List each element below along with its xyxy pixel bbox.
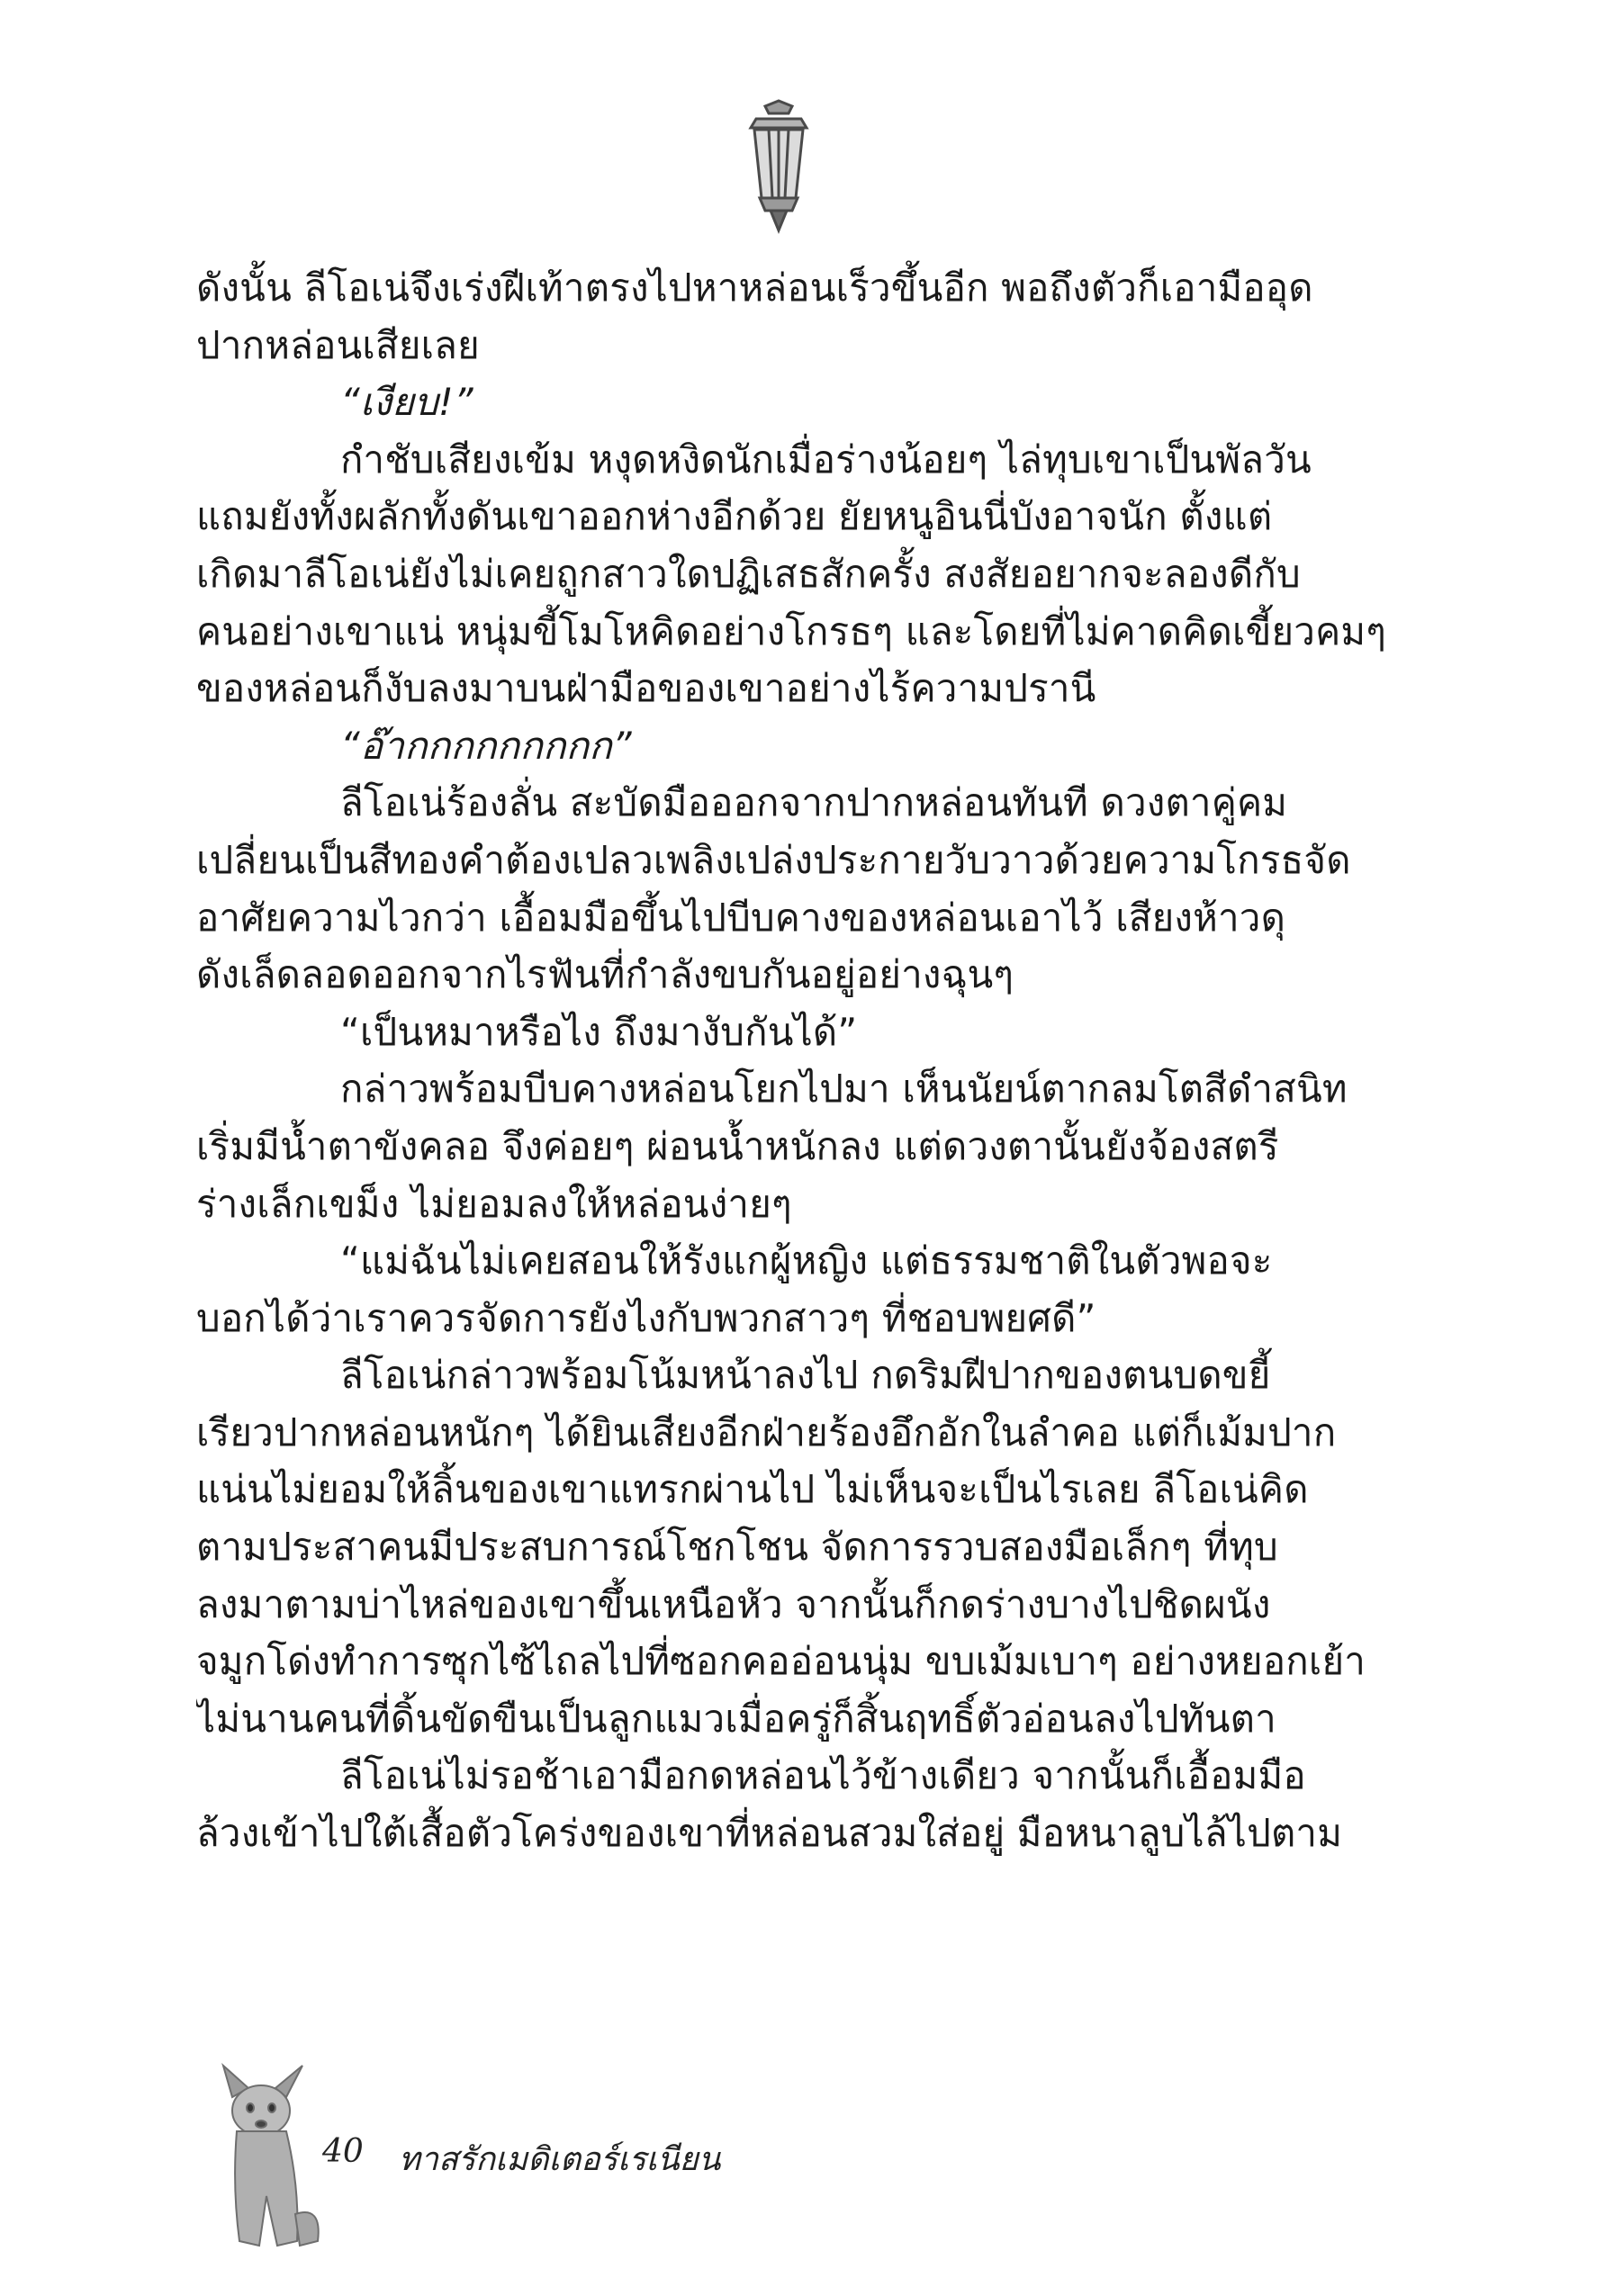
dialogue-line: “อ๊ากกกกกกกกก”	[340, 723, 632, 768]
text-line: ลีโอเน่กล่าวพร้อมโน้มหน้าลงไป กดริมฝีปากของตนบดขยี้	[340, 1353, 1271, 1398]
text-line: เรียวปากหล่อนหนักๆ ได้ยินเสียงอีกฝ่ายร้องอึกอักในลำคอ แต่ก็เม้มปาก	[196, 1409, 1337, 1454]
text-line: ลีโอเน่ไม่รอช้าเอามือกดหล่อนไว้ข้างเดียว จากนั้นก็เอื้อมมือ	[340, 1753, 1306, 1798]
text-line: ดังนั้น ลีโอเน่จึงเร่งฝีเท้าตรงไปหาหล่อนเร็วขึ้นอีก พอถึงตัวก็เอามืออุด	[196, 266, 1313, 310]
dialogue-line: “เป็นหมาหรือไง ถึงมางับกันได้”	[340, 1009, 858, 1054]
text-line: ดังเล็ดลอดออกจากไรฟันที่กำลังขบกันอยู่อย่างฉุนๆ	[196, 952, 1014, 997]
lantern-ornament-icon	[729, 99, 828, 234]
text-line: เปลี่ยนเป็นสีทองคำต้องเปลวเพลิงเปล่งประกายวับวาวด้วยความโกรธจัด	[196, 837, 1351, 882]
text-line: กำชับเสียงเข้ม หงุดหงิดนักเมื่อร่างน้อยๆ ไล่ทุบเขาเป็นพัลวัน	[340, 437, 1312, 482]
text-line: ล้วงเข้าไปใต้เสื้อตัวโคร่งของเขาที่หล่อนสวมใส่อยู่ มือหนาลูบไล้ไปตาม	[196, 1811, 1343, 1856]
text-line: ลีโอเน่ร้องลั่น สะบัดมือออกจากปากหล่อนทันที ดวงตาคู่คม	[340, 780, 1288, 825]
book-title: ทาสรักเมดิเตอร์เรเนียน	[399, 2141, 721, 2178]
body-text	[196, 259, 1393, 1862]
page-number: 40	[322, 2133, 364, 2170]
text-line: อาศัยความไวกว่า เอื้อมมือขึ้นไปบีบคางของหล่อนเอาไว้ เสียงห้าวดุ	[196, 895, 1286, 940]
dialogue-line: “แม่ฉันไม่เคยสอนให้รังแกผู้หญิง แต่ธรรมชาติในตัวพอจะ	[340, 1238, 1273, 1283]
chihuahua-icon	[196, 2061, 331, 2259]
text-line: บอกได้ว่าเราควรจัดการยังไงกับพวกสาวๆ ที่ชอบพยศดี”	[196, 1295, 1096, 1340]
text-line: แน่นไม่ยอมให้ลิ้นของเขาแทรกผ่านไป ไม่เห็นจะเป็นไรเลย ลีโอเน่คิด	[196, 1467, 1309, 1512]
dialogue-line: “เงียบ!”	[340, 380, 473, 425]
text-line: ปากหล่อนเสียเลย	[196, 322, 480, 367]
text-line: กล่าวพร้อมบีบคางหล่อนโยกไปมา เห็นนัยน์ตากลมโตสีดำสนิท	[340, 1067, 1348, 1112]
page-footer	[196, 2061, 826, 2259]
text-line: ร่างเล็กเขม็ง ไม่ยอมลงให้หล่อนง่ายๆ	[196, 1181, 792, 1226]
text-line: จมูกโด่งทำการซุกไซ้ไถลไปที่ซอกคออ่อนนุ่ม ขบเม้มเบาๆ อย่างหยอกเย้า	[196, 1639, 1366, 1684]
text-line: เกิดมาลีโอเน่ยังไม่เคยถูกสาวใดปฏิเสธสักครั้ง สงสัยอยากจะลองดีกับ	[196, 551, 1301, 596]
text-line: ไม่นานคนที่ดิ้นขัดขืนเป็นลูกแมวเมื่อครู่ก็สิ้นฤทธิ์ตัวอ่อนลงไปทันตา	[196, 1696, 1276, 1741]
text-line: ลงมาตามบ่าไหล่ของเขาขึ้นเหนือหัว จากนั้นก็กดร่างบางไปชิดผนัง	[196, 1581, 1271, 1626]
text-line: ตามประสาคนมีประสบการณ์โชกโชน จัดการรวบสองมือเล็กๆ ที่ทุบ	[196, 1525, 1278, 1570]
text-line: ของหล่อนก็งับลงมาบนฝ่ามือของเขาอย่างไร้ความปรานี	[196, 666, 1096, 711]
text-line: คนอย่างเขาแน่ หนุ่มขี้โมโหคิดอย่างโกรธๆ และโดยที่ไม่คาดคิดเขี้ยวคมๆ	[196, 608, 1387, 653]
text-line: เริ่มมีน้ำตาขังคลอ จึงค่อยๆ ผ่อนน้ำหนักลง แต่ดวงตานั้นยังจ้องสตรี	[196, 1123, 1279, 1168]
text-line: แถมยังทั้งผลักทั้งดันเขาออกห่างอีกด้วย ยัยหนูอินนี่บังอาจนัก ตั้งแต่	[196, 494, 1273, 539]
